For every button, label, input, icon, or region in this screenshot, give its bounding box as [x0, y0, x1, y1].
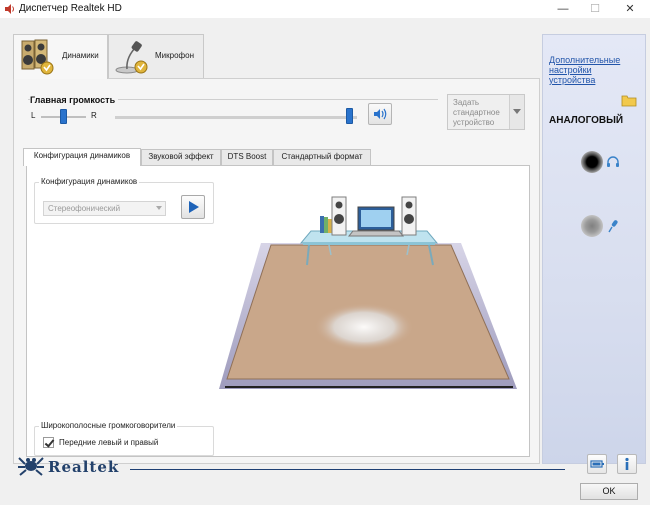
chevron-down-icon	[156, 206, 162, 210]
speaker-configuration-panel	[26, 165, 530, 457]
balance-right-label: R	[91, 111, 97, 120]
info-button[interactable]	[617, 454, 637, 474]
folder-icon[interactable]	[621, 93, 637, 107]
realtek-crab-logo-icon	[17, 454, 45, 476]
headphones-icon	[606, 156, 620, 168]
analog-section-label: АНАЛОГОВЫЙ	[549, 115, 624, 126]
play-test-button[interactable]	[181, 195, 205, 219]
minimize-button[interactable]: —	[557, 3, 569, 15]
window-title: Диспетчер Realtek HD	[19, 3, 122, 14]
microphone-jack[interactable]	[581, 215, 603, 237]
maximize-button[interactable]: ☐	[590, 3, 600, 15]
tab-dts-boost[interactable]: DTS Boost	[221, 149, 273, 165]
tab-speaker-configuration[interactable]: Конфигурация динамиков	[23, 148, 141, 166]
title-bar	[0, 0, 650, 18]
close-button[interactable]: ✕	[625, 3, 635, 15]
speaker-configuration-group	[34, 177, 214, 224]
realtek-speaker-icon	[4, 3, 16, 15]
speaker-configuration-group-title: Конфигурация динамиков	[41, 177, 138, 186]
tab-microphone-label: Микрофон	[155, 51, 194, 60]
front-left-right-label: Передние левый и правый	[59, 438, 159, 447]
headphone-jack[interactable]	[581, 151, 603, 173]
battery-icon	[588, 455, 606, 473]
speakers-panel	[13, 78, 540, 464]
info-icon	[618, 455, 636, 473]
balance-left-label: L	[31, 111, 36, 120]
set-default-device-label: Задать стандартное устройство	[453, 98, 500, 127]
ok-button[interactable]: OK	[580, 483, 638, 500]
full-range-speakers-group	[34, 421, 214, 456]
advanced-device-settings-link[interactable]: Дополнительные настройки устройства	[549, 55, 621, 85]
speaker-configuration-select[interactable]	[43, 201, 166, 216]
window-client-area	[0, 18, 650, 505]
volume-slider-thumb[interactable]	[346, 108, 353, 124]
balance-slider-thumb[interactable]	[60, 109, 67, 124]
realtek-logo: Realtek	[48, 458, 120, 476]
volume-title: Главная громкость	[30, 95, 118, 105]
front-left-right-checkbox[interactable]	[43, 437, 54, 448]
tab-speakers-label: Динамики	[62, 51, 99, 60]
microphone-icon	[606, 219, 620, 233]
room-scene-illustration	[219, 179, 519, 399]
device-side-panel	[542, 34, 646, 464]
footer-divider	[130, 469, 565, 470]
microphone-icon	[113, 38, 151, 76]
chevron-down-icon[interactable]	[509, 95, 524, 129]
speaker-configuration-selected: Стереофонический	[48, 204, 121, 213]
battery-button[interactable]	[587, 454, 607, 474]
tab-speakers[interactable]	[13, 34, 108, 79]
tab-default-format[interactable]: Стандартный формат	[273, 149, 371, 165]
tab-microphone[interactable]	[108, 34, 204, 79]
volume-slider[interactable]	[115, 116, 357, 119]
mute-button[interactable]	[368, 103, 392, 125]
speaker-volume-icon	[369, 104, 391, 124]
set-default-device-button[interactable]	[447, 94, 525, 130]
speakers-icon	[19, 38, 57, 76]
full-range-speakers-group-title: Широкополосные громкоговорители	[41, 421, 176, 430]
tab-sound-effect[interactable]: Звуковой эффект	[141, 149, 221, 165]
